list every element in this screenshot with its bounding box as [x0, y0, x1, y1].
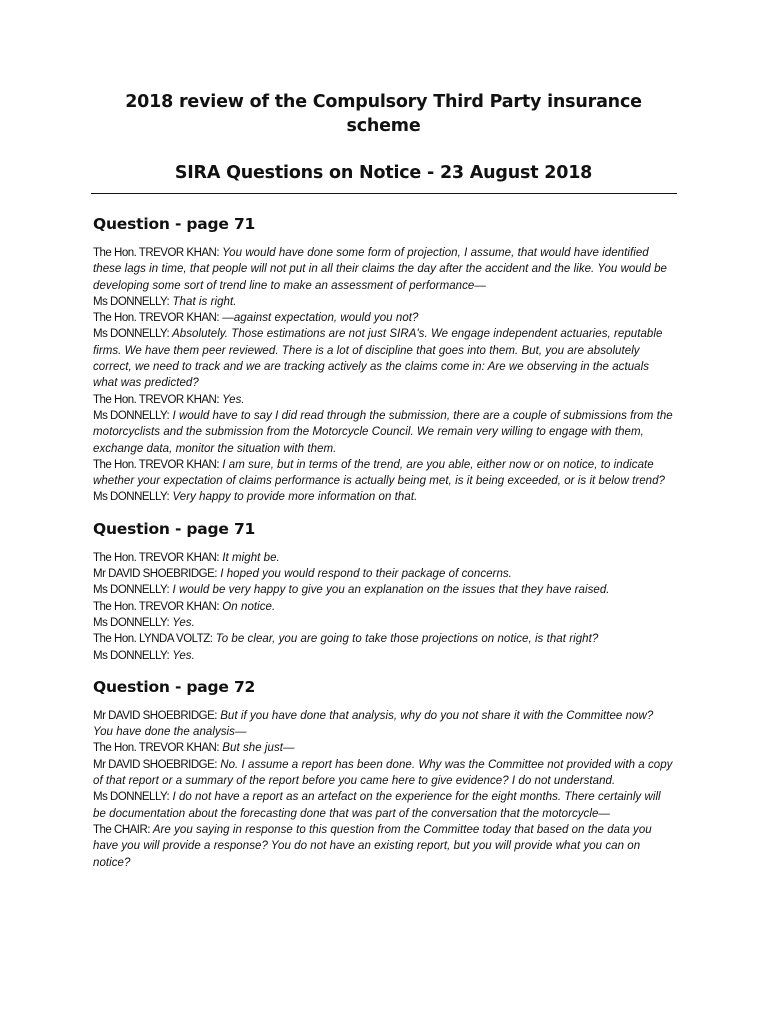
- transcript-line: [93, 582, 674, 598]
- speech-text: Absolutely. Those estimations are not just SIRA's. We engage independent actuaries, reputable firms. We have them peer reviewed. There is a lot of discipline that goes into them. But, you are absolutely correct, we need to track and we are tracking actively as the claims come in: Are we observing in the actuals what was predicted?: [93, 328, 663, 390]
- speaker-name: Ms DONNELLY:: [93, 328, 170, 341]
- speech-text: I am sure, but in terms of the trend, are you able, either now or on notice, to indicate whether your expectation of claims performance is actually being met, is it being exceeded, or is it below trend?: [93, 458, 665, 488]
- transcript-line: [93, 566, 674, 582]
- question-section: [93, 213, 674, 506]
- speaker-name: Ms DONNELLY:: [93, 295, 170, 308]
- speech-text: But if you have done that analysis, why do you not share it with the Committee now? You have done the analysis—: [93, 709, 654, 739]
- speech-text: It might be.: [219, 551, 280, 564]
- question-heading: Question - page 71: [93, 215, 256, 233]
- transcript-line: [93, 822, 674, 871]
- speech-text: I would have to say I did read through the submission, there are a couple of submissions from the motorcyclists and the submission from the Motorcycle Council. We remain very willing to engage with them, exchange data, monitor the situation with them.: [93, 409, 673, 455]
- speaker-name: The Hon. TREVOR KHAN:: [93, 393, 220, 406]
- dialogue-block: [93, 245, 674, 506]
- speaker-name: Ms DONNELLY:: [93, 791, 170, 804]
- speaker-name: Mr DAVID SHOEBRIDGE:: [93, 758, 217, 771]
- speaker-name: Ms DONNELLY:: [93, 584, 170, 597]
- speech-text: I hoped you would respond to their package of concerns.: [216, 568, 512, 581]
- transcript-line: [93, 310, 674, 326]
- transcript-line: [93, 392, 674, 408]
- transcript-line: [93, 326, 674, 391]
- speaker-name: Ms DONNELLY:: [93, 649, 170, 662]
- question-section: [93, 518, 674, 664]
- speaker-name: The CHAIR:: [93, 823, 150, 836]
- speech-text: I do not have a report as an artefact on the experience for the eight months. There certainly will be documentation about the forecasting done that was part of the conversation that the motorcycle—: [93, 791, 661, 820]
- speech-text: No. I assume a report has been done. Why was the Committee not provided with a copy of that report or a summary of the report before you came here to give evidence? I do not understand.: [93, 758, 673, 788]
- transcript-line: [93, 648, 674, 664]
- transcript-line: [93, 408, 674, 457]
- speech-text: But she just—: [219, 742, 295, 755]
- speech-text: Very happy to provide more information on that.: [169, 491, 418, 504]
- speaker-name: Ms DONNELLY:: [93, 409, 170, 422]
- speaker-name: The Hon. LYNDA VOLTZ:: [93, 633, 213, 646]
- speech-text: I would be very happy to give you an explanation on the issues that they have raised.: [169, 584, 610, 597]
- title-divider: [91, 193, 677, 194]
- speech-text: You would have done some form of projection, I assume, that would have identified these lags in time, that people will not put in all their claims the day after the accident and the like. You would be developing some sort of trend line to make an assessment of performance—: [93, 247, 667, 292]
- question-heading: Question - page 71: [93, 519, 256, 538]
- dialogue-block: [93, 550, 674, 664]
- transcript-line: [93, 615, 674, 631]
- speech-text: That is right.: [169, 295, 237, 308]
- speech-text: Yes.: [169, 616, 195, 629]
- speaker-name: The Hon. TREVOR KHAN:: [93, 600, 220, 613]
- transcript-line: [93, 294, 674, 310]
- dialogue-block: [93, 708, 674, 871]
- transcript-body: [93, 213, 674, 871]
- transcript-line: [93, 550, 674, 566]
- speaker-name: Ms DONNELLY:: [93, 616, 170, 629]
- speech-text: Yes.: [169, 649, 195, 662]
- document-subtitle: SIRA Questions on Notice - 23 August 2018: [174, 163, 593, 183]
- speech-text: Yes.: [219, 393, 245, 406]
- speaker-name: The Hon. TREVOR KHAN:: [93, 312, 220, 325]
- speech-text: To be clear, you are going to take those projections on notice, is that right?: [212, 633, 599, 646]
- transcript-line: [93, 599, 674, 615]
- transcript-line: [93, 245, 674, 294]
- speaker-name: The Hon. TREVOR KHAN:: [93, 247, 220, 259]
- speech-text: —against expectation, would you not?: [219, 312, 419, 325]
- speaker-name: The Hon. TREVOR KHAN:: [93, 458, 220, 471]
- transcript-line: [93, 740, 674, 756]
- question-heading: Question - page 72: [93, 677, 256, 696]
- speech-text: On notice.: [219, 600, 276, 613]
- speaker-name: Ms DONNELLY:: [93, 491, 170, 504]
- transcript-line: [93, 631, 674, 647]
- transcript-line: [93, 457, 674, 490]
- question-section: [93, 676, 674, 871]
- speaker-name: The Hon. TREVOR KHAN:: [93, 551, 220, 564]
- speech-text: Are you saying in response to this question from the Committee today that based on the data you have you will provide a response? You do not have an existing report, but you will provide what you can on notice?: [93, 823, 652, 869]
- speaker-name: Mr DAVID SHOEBRIDGE:: [93, 709, 217, 722]
- transcript-line: [93, 789, 674, 822]
- speaker-name: Mr DAVID SHOEBRIDGE:: [93, 568, 217, 581]
- transcript-line: [93, 757, 674, 790]
- transcript-line: [93, 489, 674, 505]
- document-title: 2018 review of the Compulsory Third Party insurance scheme: [125, 92, 642, 136]
- transcript-line: [93, 708, 674, 741]
- speaker-name: The Hon. TREVOR KHAN:: [93, 742, 220, 755]
